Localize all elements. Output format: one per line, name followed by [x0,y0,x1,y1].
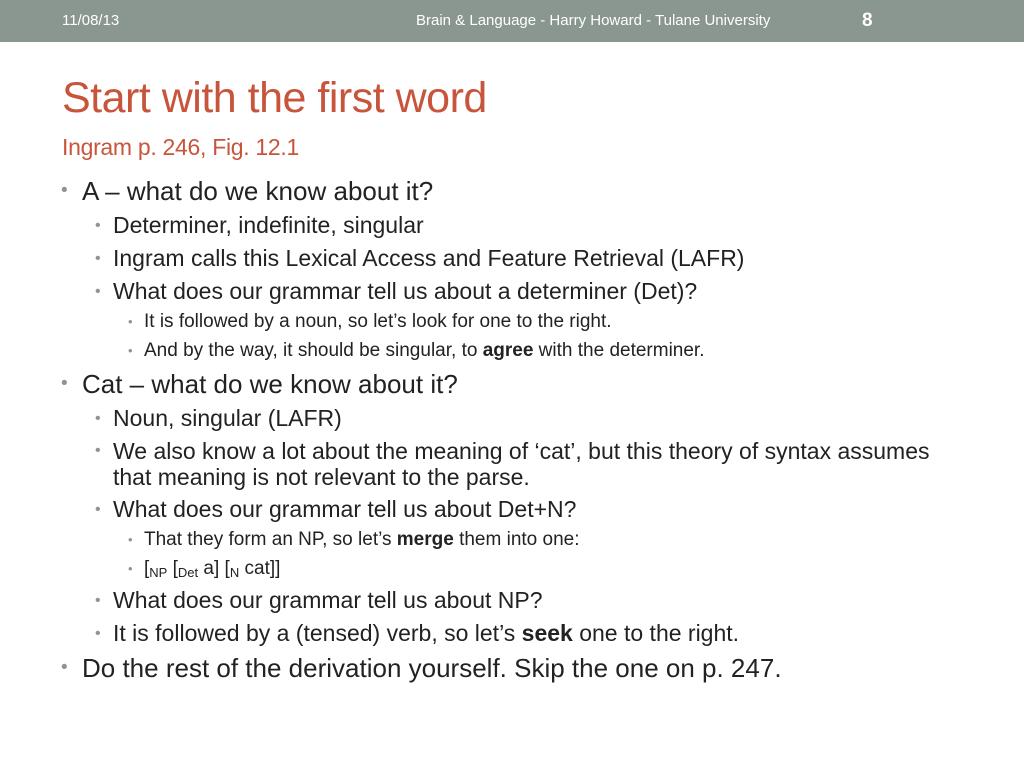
bracket-part: [ [167,558,178,579]
bullet-cat-merge [0,528,1024,552]
bullet-text: What does our grammar tell us about NP? [113,587,543,613]
bullet-text: Determiner, indefinite, singular [113,212,424,238]
bullet-text-bold: agree [482,340,534,361]
bullet-marker: • [95,283,101,300]
slide-footer: Brain & Language - Harry Howard - Tulane University [416,12,771,29]
bullet-text: Ingram calls this Lexical Access and Feature Retrieval (LAFR) [113,245,745,271]
bullet-np-seek [0,620,1024,647]
bullet-text-post: them into one: [453,529,580,550]
bullet-text-post: with the determiner. [533,340,705,361]
bullet-text-bold: seek [521,620,573,646]
bullet-marker: • [128,343,133,358]
bracket-sub-np: NP [149,565,168,580]
slide-content [0,176,1024,683]
bullet-marker: • [61,657,68,678]
bullet-text-pre: It is followed by a (tensed) verb, so let’s [113,620,522,646]
bullet-text: A – what do we know about it? [82,176,434,206]
bullet-marker: • [95,625,101,642]
bullet-a-grammar [0,278,1024,305]
bullet-text: What does our grammar tell us about a determiner (Det)? [113,278,698,304]
bullet-a-heading [0,176,1024,206]
bullet-a-agree [0,339,1024,363]
bullet-text-post: one to the right. [572,620,740,646]
bullet-text: Do the rest of the derivation yourself. Skip the one on p. 247. [82,653,782,683]
bullet-text-bold: merge [396,529,454,550]
slide-date: 11/08/13 [62,12,120,29]
bullet-marker: • [95,217,101,234]
bullet-cat-meaning [0,438,973,490]
bullet-marker: • [95,501,101,518]
bullet-a-lafr [0,245,1024,272]
bullet-text: Cat – what do we know about it? [82,369,458,399]
bullet-bracket-notation [0,557,1024,581]
slide-title: Start with the first word [62,74,487,122]
bullet-marker: • [95,592,101,609]
bracket-sub-n: N [229,565,240,580]
bracket-part: cat]] [239,558,281,579]
bullet-marker: • [95,442,101,459]
bracket-part: [ [144,558,150,579]
bullet-marker: • [95,250,101,267]
bullet-marker: • [128,561,133,576]
bullet-marker: • [128,314,133,329]
bullet-text-pre: And by the way, it should be singular, to [144,340,483,361]
bullet-text: We also know a lot about the meaning of ‘cat’, but this theory of syntax assumes that meaning is not relevant to the parse. [113,438,930,490]
bullet-cat-heading [0,369,1024,399]
bullet-rest [0,653,1024,683]
bullet-marker: • [61,373,68,394]
bullet-cat-grammar [0,496,1024,523]
bullet-marker: • [95,410,101,427]
bullet-a-followed [0,310,1024,334]
bracket-sub-det: Det [177,565,199,580]
bracket-part: a] [ [198,558,230,579]
bullet-text: What does our grammar tell us about Det+N? [113,496,577,522]
slide-subtitle: Ingram p. 246, Fig. 12.1 [62,134,299,160]
bullet-text: It is followed by a noun, so let’s look for one to the right. [144,311,612,332]
header-bar [0,0,1024,42]
bullet-cat-noun [0,405,1024,432]
bullet-marker: • [61,180,68,201]
bullet-marker: • [128,532,133,547]
bullet-a-det [0,212,1024,239]
slide-number: 8 [862,10,873,31]
bullet-np-grammar [0,587,1024,614]
bullet-text: Noun, singular (LAFR) [113,405,342,431]
bullet-text-pre: That they form an NP, so let’s [144,529,397,550]
